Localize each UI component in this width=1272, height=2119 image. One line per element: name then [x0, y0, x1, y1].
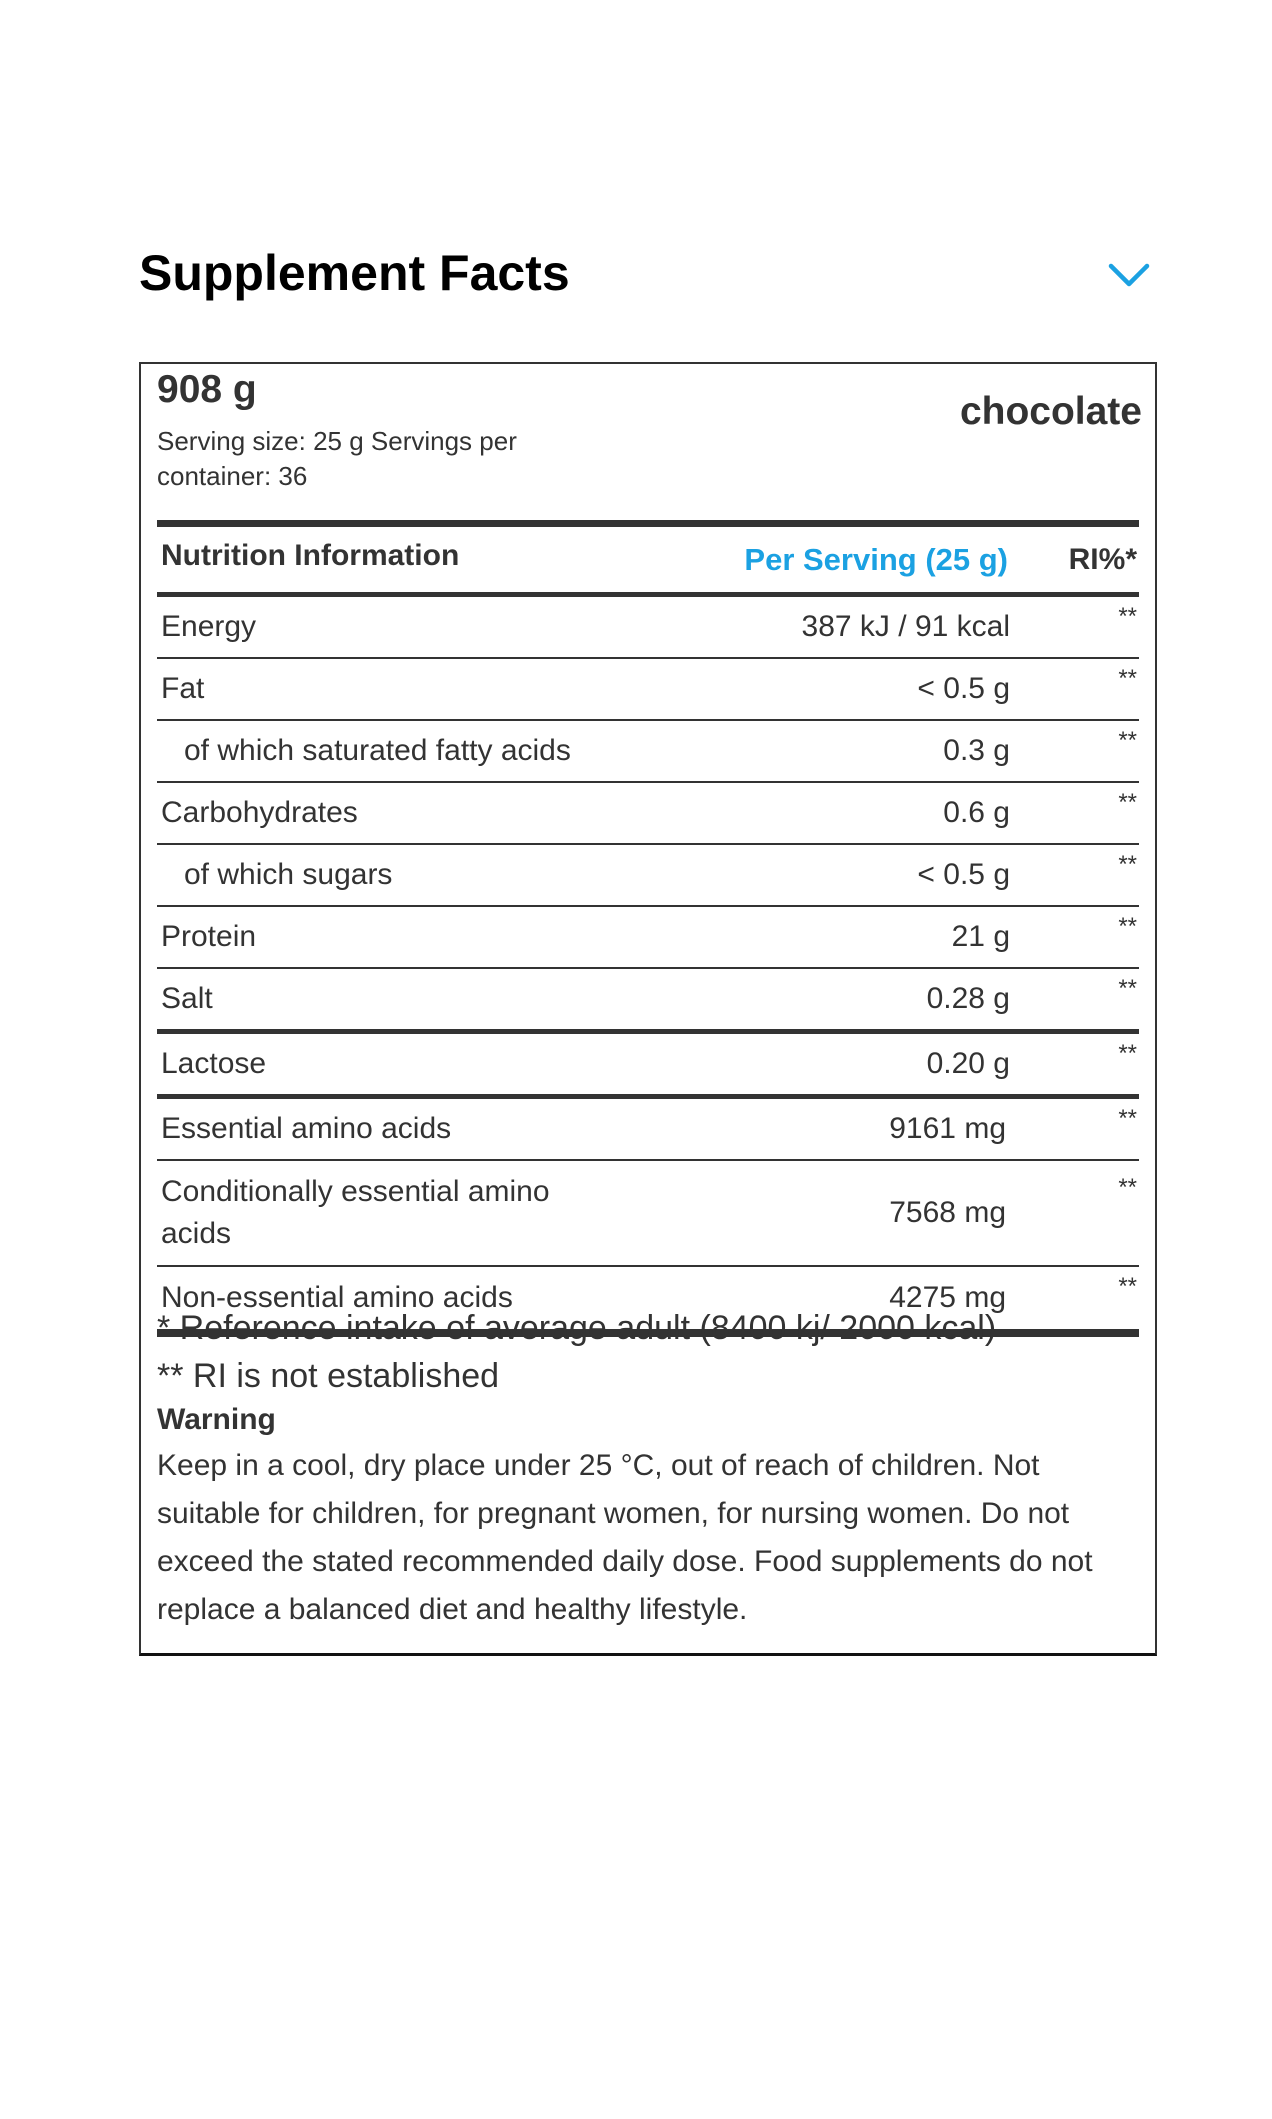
table-row [157, 906, 1139, 968]
nutrient-value: 387 kJ / 91 kcal [601, 595, 1010, 659]
nutrient-ri: ** [1010, 1266, 1139, 1333]
chevron-down-icon[interactable] [1107, 254, 1151, 298]
nutrient-value: < 0.5 g [601, 844, 1010, 906]
table-row [157, 720, 1139, 782]
nutrient-name: of which sugars [157, 844, 601, 906]
product-summary [157, 368, 1142, 518]
table-row [157, 1032, 1139, 1097]
nutrient-value: 4275 mg [601, 1266, 1010, 1333]
nutrient-name: Protein [157, 906, 601, 968]
ri-not-established-note: ** RI is not established [157, 1357, 500, 1395]
nutrient-ri: ** [1010, 1160, 1139, 1266]
nutrient-ri: ** [1010, 595, 1139, 659]
nutrient-ri: ** [1010, 968, 1139, 1032]
table-row [157, 968, 1139, 1032]
table-row [157, 782, 1139, 844]
nutrient-ri: ** [1010, 1032, 1139, 1097]
reference-intake-note: * Reference intake of average adult (8400 kj/ 2000 kcal) [157, 1309, 997, 1347]
table-row [157, 658, 1139, 720]
nutrient-name: Conditionally essential amino acids [157, 1160, 601, 1266]
nutrient-name: of which saturated fatty acids [157, 720, 601, 782]
nutrient-name: Salt [157, 968, 601, 1032]
nutrient-value: < 0.5 g [601, 658, 1010, 720]
nutrient-value: 0.28 g [601, 968, 1010, 1032]
warning-text: Keep in a cool, dry place under 25 °C, out of reach of children. Not suitable for children, for pregnant women, for nursing women. Do not exceed the stated recommended daily dose. Food supplements do not replace a balanced diet and healthy lifestyle. [157, 1449, 1093, 1626]
column-header-ri: RI%* [1010, 524, 1139, 595]
nutrient-value: 21 g [601, 906, 1010, 968]
nutrient-value: 7568 mg [601, 1160, 1010, 1266]
nutrient-ri: ** [1010, 782, 1139, 844]
nutrient-name: Non-essential amino acids [157, 1266, 601, 1333]
nutrient-ri: ** [1010, 1097, 1139, 1161]
nutrient-name: Essential amino acids [157, 1097, 601, 1161]
section-header[interactable] [139, 240, 1159, 310]
table-row [157, 595, 1139, 659]
footnotes [157, 1304, 1142, 1634]
supplement-facts-panel [139, 362, 1157, 1656]
nutrient-value: 0.6 g [601, 782, 1010, 844]
nutrient-name: Carbohydrates [157, 782, 601, 844]
nutrient-name: Fat [157, 658, 601, 720]
page-title: Supplement Facts [139, 245, 570, 301]
column-header-name: Nutrition Information [157, 524, 601, 595]
product-flavor: chocolate [959, 390, 1142, 433]
table-row [157, 844, 1139, 906]
nutrient-ri: ** [1010, 844, 1139, 906]
table-row [157, 1097, 1139, 1161]
serving-info: Serving size: 25 g Servings per container: 36 [157, 426, 517, 491]
nutrient-ri: ** [1010, 720, 1139, 782]
nutrient-name: Energy [157, 595, 601, 659]
warning-title: Warning [157, 1403, 276, 1436]
column-header-per-serving: Per Serving (25 g) [601, 524, 1010, 595]
table-header-row [157, 524, 1139, 595]
nutrient-value: 0.20 g [601, 1032, 1010, 1097]
product-weight: 908 g [157, 368, 257, 411]
nutrition-table [157, 520, 1139, 1337]
table-row [157, 1160, 1139, 1266]
nutrient-ri: ** [1010, 906, 1139, 968]
nutrient-value: 9161 mg [601, 1097, 1010, 1161]
nutrient-name: Lactose [157, 1032, 601, 1097]
nutrient-value: 0.3 g [601, 720, 1010, 782]
nutrient-ri: ** [1010, 658, 1139, 720]
